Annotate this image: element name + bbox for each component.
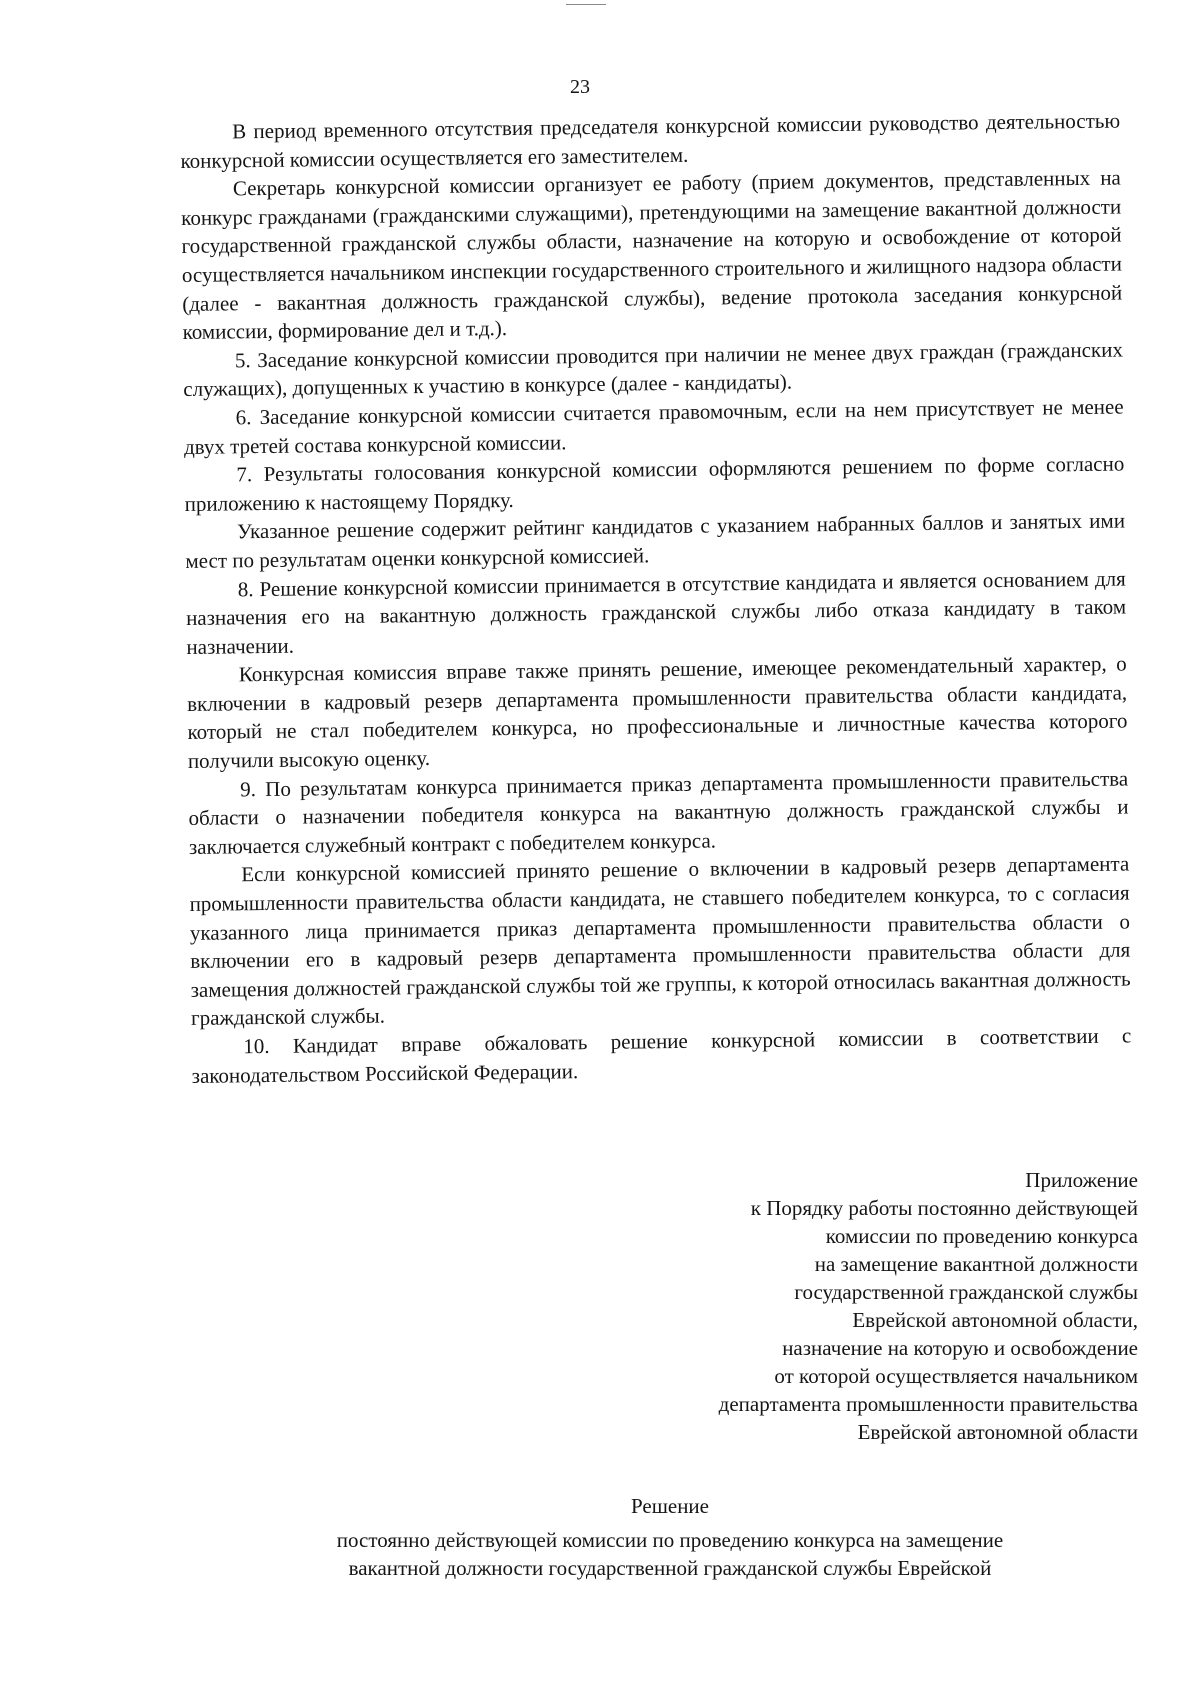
- document-body: [180, 107, 1132, 1091]
- paragraph: Секретарь конкурсной комиссии организует ее работу (прием документов, представленных на конкурс гражданами (гражданскими служащими), претендующими на замещение вакантной должности государственной гражданской службы области, назначение на которую и освобождение от которой осуществляется начальником инспекции государственного строительного и жилищного надзора области (далее - вакантная должность гражданской службы), ведение протокола заседания конкурсной комиссии, формирование дел и т.д.).: [181, 165, 1123, 345]
- decision-subtitle-line: постоянно действующей комиссии по проведению конкурса на замещение: [336, 1528, 1004, 1552]
- appendix-line: на замещение вакантной должности: [814, 1252, 1138, 1276]
- scan-artifact: [566, 4, 606, 5]
- decision-heading: [250, 1492, 1090, 1582]
- appendix-header: [578, 1166, 1138, 1446]
- appendix-line: Приложение: [1025, 1168, 1138, 1192]
- paragraph: 7. Результаты голосования конкурсной комиссии оформляются решением по форме согласно приложению к настоящему Порядку.: [184, 451, 1125, 516]
- paragraph: Конкурсная комиссия вправе также принять решение, имеющее рекомендательный характер, о включении в кадровый резерв департамента промышленности правительства области кандидата, который не стал победителем конкурса, но профессиональные и личностные качества которого получили высокую оценку.: [187, 651, 1128, 774]
- paragraph: 5. Заседание конкурсной комиссии проводится при наличии не менее двух граждан (гражданских служащих), допущенных к участию в конкурсе (далее - кандидаты).: [183, 337, 1124, 402]
- appendix-line: от которой осуществляется начальником: [774, 1364, 1138, 1388]
- appendix-line: назначение на которую и освобождение: [782, 1336, 1138, 1360]
- appendix-line: к Порядку работы постоянно действующей: [750, 1196, 1138, 1220]
- paragraph: 9. По результатам конкурса принимается приказ департамента промышленности правительства области о назначении победителя конкурса на вакантную должность гражданской службы и заключается служебный контракт с победителем конкурса.: [188, 766, 1129, 859]
- paragraph: 8. Решение конкурсной комиссии принимается в отсутствие кандидата и является основанием для назначения его на вакантную должность гражданской службы либо отказа кандидату в таком назначении.: [185, 565, 1127, 659]
- appendix-line: Еврейской автономной области,: [852, 1308, 1138, 1332]
- appendix-line: государственной гражданской службы: [794, 1280, 1138, 1304]
- appendix-line: Еврейской автономной области: [857, 1420, 1138, 1444]
- paragraph: 6. Заседание конкурсной комиссии считается правомочным, если на нем присутствует не менее двух третей состава конкурсной комиссии.: [183, 394, 1124, 459]
- appendix-line: департамента промышленности правительства: [718, 1392, 1138, 1416]
- decision-title: Решение: [630, 1494, 709, 1518]
- paragraph: 10. Кандидат вправе обжаловать решение конкурсной комиссии в соответствии с законодательством Российской Федерации.: [191, 1023, 1132, 1088]
- decision-subtitle-line: вакантной должности государственной гражданской службы Еврейской: [348, 1556, 992, 1580]
- page-number: 23: [570, 76, 590, 98]
- paragraph: В период временного отсутствия председателя конкурсной комиссии руководство деятельностью конкурсной комиссии осуществляется его заместителем.: [180, 108, 1121, 173]
- appendix-line: комиссии по проведению конкурса: [825, 1224, 1138, 1248]
- paragraph: Указанное решение содержит рейтинг кандидатов с указанием набранных баллов и занятых ими мест по результатам оценки конкурсной комиссией.: [185, 508, 1126, 573]
- paragraph: Если конкурсной комиссией принято решение о включении в кадровый резерв департамента промышленности правительства области кандидата, не ставшего победителем конкурса, то с согласия указанного лица принимается приказ департамента промышленности правительства области о включении его в кадровый резерв департамента промышленности правительства области для замещения должностей гражданской службы той же группы, к которой относилась вакантная должность гражданской службы.: [189, 851, 1131, 1031]
